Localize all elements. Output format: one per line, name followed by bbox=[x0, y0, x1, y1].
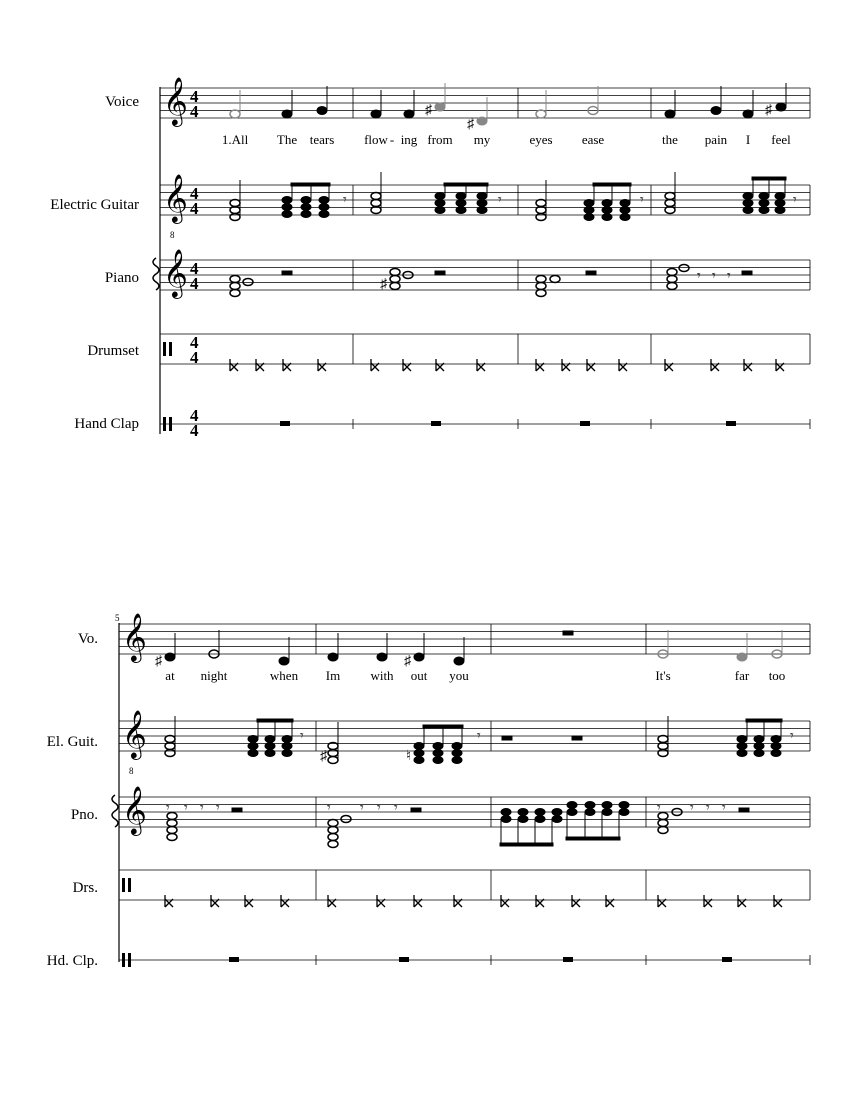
lyric: the bbox=[662, 132, 678, 147]
lyric: eyes bbox=[529, 132, 553, 147]
lyric: flow bbox=[364, 132, 388, 147]
lyric: ease bbox=[581, 132, 605, 147]
time-signature-top: 4 bbox=[190, 259, 199, 278]
svg-text:𝄾: 𝄾 bbox=[793, 193, 797, 208]
lyrics-system-1 bbox=[222, 132, 791, 147]
instrument-label-drumset: Drumset bbox=[87, 343, 139, 359]
svg-text:𝄾: 𝄾 bbox=[377, 801, 381, 816]
whole-rests bbox=[280, 421, 736, 426]
svg-text:𝄾: 𝄾 bbox=[343, 193, 347, 208]
instrument-label-drumset: Drs. bbox=[72, 880, 98, 896]
svg-text:𝄾: 𝄾 bbox=[640, 193, 644, 208]
lyric: too bbox=[768, 668, 786, 683]
voice-notes bbox=[230, 83, 786, 132]
instrument-label-electric-guitar: Electric Guitar bbox=[50, 197, 139, 213]
instrument-label-piano: Pno. bbox=[70, 807, 98, 823]
lyric: pain bbox=[704, 132, 728, 147]
svg-text:♯: ♯ bbox=[380, 277, 387, 292]
lyric: Im bbox=[325, 668, 341, 683]
arpeggio-brace bbox=[112, 795, 118, 827]
lyric: tears bbox=[309, 132, 335, 147]
octave-mark: 8 bbox=[129, 766, 134, 776]
time-signature-bottom: 4 bbox=[190, 199, 199, 218]
treble-clef: 𝄞 bbox=[122, 615, 147, 661]
time-signature-top: 4 bbox=[190, 333, 199, 352]
lyric: with bbox=[370, 668, 394, 683]
time-signature-bottom: 4 bbox=[190, 421, 199, 440]
time-signature-bottom: 4 bbox=[190, 274, 199, 293]
instrument-label-electric-guitar: El. Guit. bbox=[46, 734, 98, 750]
lyric: night bbox=[200, 668, 228, 683]
system-2 bbox=[47, 613, 810, 969]
svg-text:𝄾: 𝄾 bbox=[327, 801, 331, 816]
svg-text:𝄾: 𝄾 bbox=[657, 801, 661, 816]
svg-text:♯: ♯ bbox=[425, 103, 432, 118]
octave-mark: 8 bbox=[170, 230, 175, 240]
treble-clef: 𝄞 bbox=[163, 79, 188, 125]
lyric: It's bbox=[655, 668, 671, 683]
svg-text:𝄾: 𝄾 bbox=[697, 269, 701, 284]
percussion-clef bbox=[163, 342, 172, 356]
measure-number: 5 bbox=[115, 613, 120, 623]
lyric: from bbox=[427, 132, 453, 147]
hand-clap-staff bbox=[160, 419, 810, 429]
svg-text:𝄾: 𝄾 bbox=[200, 801, 204, 816]
piano-notes bbox=[230, 265, 752, 297]
time-signature-top: 4 bbox=[190, 406, 199, 425]
instrument-label-hand-clap: Hd. Clp. bbox=[46, 953, 98, 969]
system-1 bbox=[50, 77, 810, 440]
instrument-label-voice: Voice bbox=[105, 94, 139, 110]
treble-clef: 𝄞 bbox=[122, 788, 147, 834]
lyric: feel bbox=[771, 132, 791, 147]
voice-notes bbox=[155, 630, 782, 669]
whole-rests bbox=[229, 957, 732, 962]
svg-text:𝄾: 𝄾 bbox=[498, 193, 502, 208]
svg-text:𝄾: 𝄾 bbox=[216, 801, 220, 816]
piano-notes bbox=[166, 801, 749, 848]
svg-text:𝄾: 𝄾 bbox=[477, 729, 481, 744]
svg-text:𝄾: 𝄾 bbox=[790, 729, 794, 744]
lyric: out bbox=[410, 668, 428, 683]
lyric: at bbox=[165, 668, 175, 683]
svg-text:𝄾: 𝄾 bbox=[727, 269, 731, 284]
lyric: ing bbox=[400, 132, 418, 147]
guitar-staff bbox=[119, 721, 810, 751]
drumset-staff bbox=[119, 870, 810, 900]
drumset-staff bbox=[160, 334, 810, 364]
svg-text:𝄾: 𝄾 bbox=[706, 801, 710, 816]
svg-text:♯: ♯ bbox=[155, 654, 162, 669]
time-signature-bottom: 4 bbox=[190, 102, 199, 121]
guitar-chords bbox=[165, 716, 794, 764]
svg-text:𝄾: 𝄾 bbox=[394, 801, 398, 816]
drum-hits bbox=[165, 895, 782, 907]
lyric: you bbox=[449, 668, 469, 683]
lyric: far bbox=[734, 668, 750, 683]
guitar-chords bbox=[230, 172, 797, 221]
instrument-label-piano: Piano bbox=[104, 270, 139, 286]
drum-hits bbox=[230, 359, 784, 371]
time-signature-bottom: 4 bbox=[190, 348, 199, 367]
lyric-hyphen: - bbox=[389, 132, 395, 147]
lyric: The bbox=[276, 132, 298, 147]
svg-text:♮: ♮ bbox=[406, 749, 412, 764]
svg-text:♯: ♯ bbox=[765, 103, 772, 118]
svg-text:𝄾: 𝄾 bbox=[712, 269, 716, 284]
svg-text:𝄾: 𝄾 bbox=[722, 801, 726, 816]
treble-8-clef: 𝄞 bbox=[122, 712, 147, 758]
svg-text:♯: ♯ bbox=[320, 749, 327, 764]
svg-text:♯: ♯ bbox=[467, 117, 474, 132]
lyric: 1.All bbox=[221, 132, 249, 147]
treble-8-clef: 𝄞 bbox=[163, 176, 188, 222]
percussion-clef bbox=[122, 878, 131, 892]
lyric: I bbox=[745, 132, 751, 147]
lyric: when bbox=[269, 668, 299, 683]
svg-text:𝄾: 𝄾 bbox=[184, 801, 188, 816]
arpeggio-brace bbox=[153, 258, 159, 290]
time-signature-top: 4 bbox=[190, 184, 199, 203]
treble-clef: 𝄞 bbox=[163, 251, 188, 297]
instrument-label-voice: Vo. bbox=[77, 631, 98, 647]
svg-text:♯: ♯ bbox=[404, 654, 411, 669]
svg-text:𝄾: 𝄾 bbox=[166, 801, 170, 816]
svg-text:𝄾: 𝄾 bbox=[360, 801, 364, 816]
hand-clap-staff bbox=[119, 955, 810, 965]
time-signature-top: 4 bbox=[190, 87, 199, 106]
lyric: my bbox=[473, 132, 491, 147]
svg-text:𝄾: 𝄾 bbox=[690, 801, 694, 816]
instrument-label-hand-clap: Hand Clap bbox=[74, 416, 139, 432]
lyrics-system-2 bbox=[165, 668, 785, 683]
svg-text:𝄾: 𝄾 bbox=[300, 729, 304, 744]
